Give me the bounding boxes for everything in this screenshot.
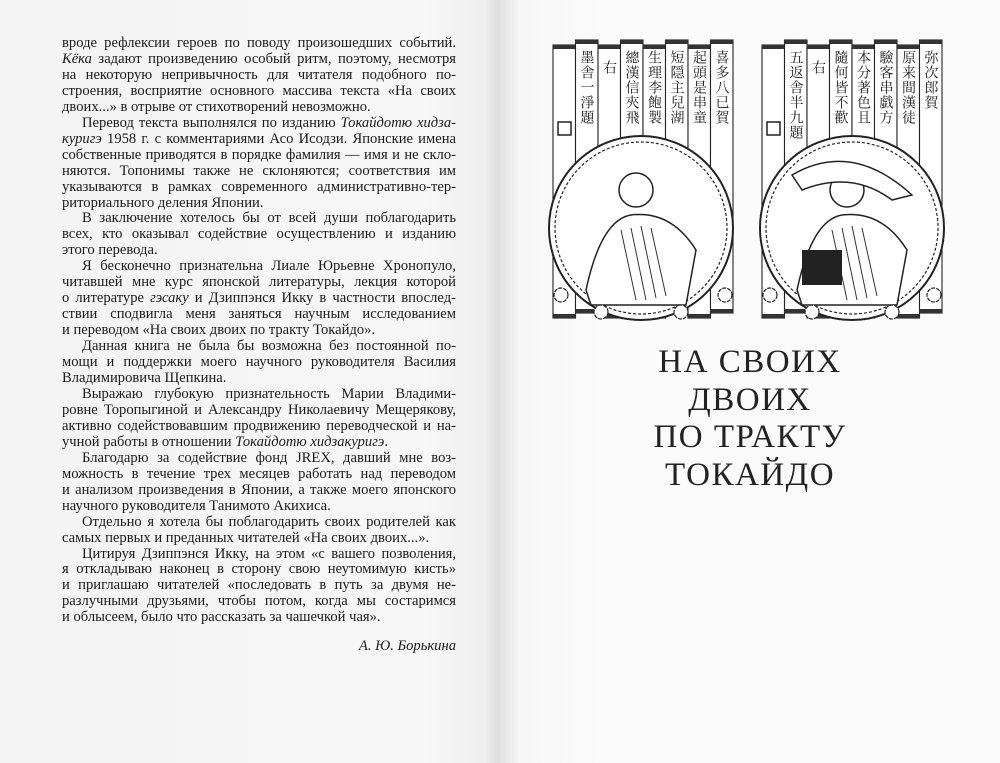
calligraphy-column: 起頭是串童 bbox=[691, 50, 707, 125]
title-line: ПО ТРАКТУ bbox=[653, 419, 847, 455]
text-line: и облысеем, было что рассказать за чашечкой чая». bbox=[62, 609, 381, 626]
text-line: самых первых и преданных читателей «На своих двоих...». bbox=[62, 529, 430, 546]
calligraphy-layer bbox=[500, 0, 1000, 330]
calligraphy-column: 總漢信夾飛 bbox=[623, 50, 640, 125]
text-line: можность в течение трех месяцев работать над переводом bbox=[62, 465, 456, 482]
text-line: риториального деления Японии. bbox=[62, 194, 264, 211]
calligraphy-column: 喜多八已賀 bbox=[713, 50, 730, 125]
text-line: и анализом произведения в Японии, а также моего японского bbox=[62, 481, 456, 498]
text-line: научного руководителя Танимото Акихиса. bbox=[62, 497, 331, 514]
text-line: о литературе гэсаку и Дзиппэнся Икку в частности впослед- bbox=[62, 290, 456, 307]
calligraphy-column: 生理李飽製 bbox=[646, 50, 662, 125]
calligraphy-column: 右 bbox=[810, 60, 826, 75]
text-line: вроде рефлексии героев по поводу произошедших событий. bbox=[62, 35, 456, 51]
text-line: учной работы в отношении Токайдотю хидзакуригэ. bbox=[62, 433, 389, 450]
title-line: ДВОИХ bbox=[688, 381, 812, 418]
text-line: куригэ 1958 г. с комментариями Асо Исодзи. Японские имена bbox=[62, 130, 456, 147]
right-page bbox=[500, 0, 1000, 763]
text-line: Перевод текста выполнялся по изданию Токайдотю хидза- bbox=[82, 114, 457, 131]
text-line: указываются в рамках современного административно-тер- bbox=[62, 178, 456, 195]
title-line: НА СВОИХ bbox=[658, 344, 842, 380]
text-line: Данная книга не была бы возможна без постоянной по- bbox=[82, 338, 456, 355]
book-title bbox=[500, 344, 1000, 494]
text-line: мощи и поддержки моего научного руководителя Василия bbox=[62, 354, 456, 371]
text-line: Отдельно я хотела бы поблагодарить своих родителей как bbox=[82, 513, 456, 530]
text-line: двоих...» в отрыве от стихотворений невозможно. bbox=[62, 98, 371, 115]
text-line: В заключение хотелось бы от всей души поблагодарить bbox=[82, 210, 456, 227]
text-line: всех, кто оказывал содействие осуществлению и изданию bbox=[62, 226, 456, 243]
text-line: я откладываю наконец в сторону свою неутомимую кисть» bbox=[62, 561, 456, 578]
calligraphy-column: 五返舎半九題 bbox=[787, 50, 804, 140]
text-line: и переводом «На своих двоих по тракту Токайдо». bbox=[62, 322, 376, 339]
calligraphy-column: 隨何皆不歡 bbox=[832, 50, 849, 125]
text-line: Благодарю за содействие фонд JREX, давший мне воз- bbox=[82, 449, 456, 466]
text-line: няются. Топонимы также не склоняются; соответствия им bbox=[62, 162, 456, 179]
calligraphy-column: 墨舎一淨題 bbox=[578, 50, 595, 125]
text-line: ствии сподвигла меня заняться научным исследованием bbox=[62, 306, 456, 323]
text-line: собственные приводятся в порядке фамилия — имя и не скло- bbox=[62, 146, 456, 163]
text-line: разлучными друзьями, чтобы потом, когда мы состаримся bbox=[62, 593, 456, 610]
calligraphy-column: 驗客串戯方 bbox=[877, 50, 894, 125]
calligraphy-column: 短隠主兒湖 bbox=[668, 50, 685, 125]
text-line: активно содействовавшим продвижению переводческой и на- bbox=[62, 417, 456, 434]
text-line: Кёка задают произведению особый ритм, поэтому, несмотря bbox=[62, 50, 456, 67]
text-line: строения, восприятие основного массива текста «На своих bbox=[62, 82, 456, 99]
calligraphy-column: 弥次郎賀 bbox=[922, 50, 939, 110]
text-line: и приглашаю читателей «последовать в путь за двумя не- bbox=[62, 577, 456, 594]
text-line: Выражаю глубокую признательность Марии Владими- bbox=[82, 385, 456, 402]
calligraphy-column: 右 bbox=[601, 60, 617, 75]
title-line: ТОКАЙДО bbox=[664, 456, 836, 493]
text-line: читавшей мне курс японской литературы, лекция которой bbox=[62, 274, 456, 291]
calligraphy-column: 本分著色且 bbox=[855, 50, 871, 125]
text-line: Цитируя Дзиппэнся Икку, на этом «с вашего позволения, bbox=[82, 545, 456, 562]
author-signature: А. Ю. Борькина bbox=[358, 638, 456, 654]
body-text bbox=[62, 36, 456, 626]
calligraphy-column: 原来間漢徒 bbox=[900, 50, 916, 125]
text-line: Я бесконечно признательна Лиале Юрьевне Хронопуло, bbox=[82, 258, 456, 275]
text-line: этого перевода. bbox=[62, 242, 158, 259]
text-line: Владимировича Щепкина. bbox=[62, 370, 227, 387]
text-line: ровне Торопыгиной и Александру Николаевичу Мещерякову, bbox=[62, 401, 456, 418]
text-line: на некоторую непривычность для читателя подобного по- bbox=[62, 66, 456, 83]
